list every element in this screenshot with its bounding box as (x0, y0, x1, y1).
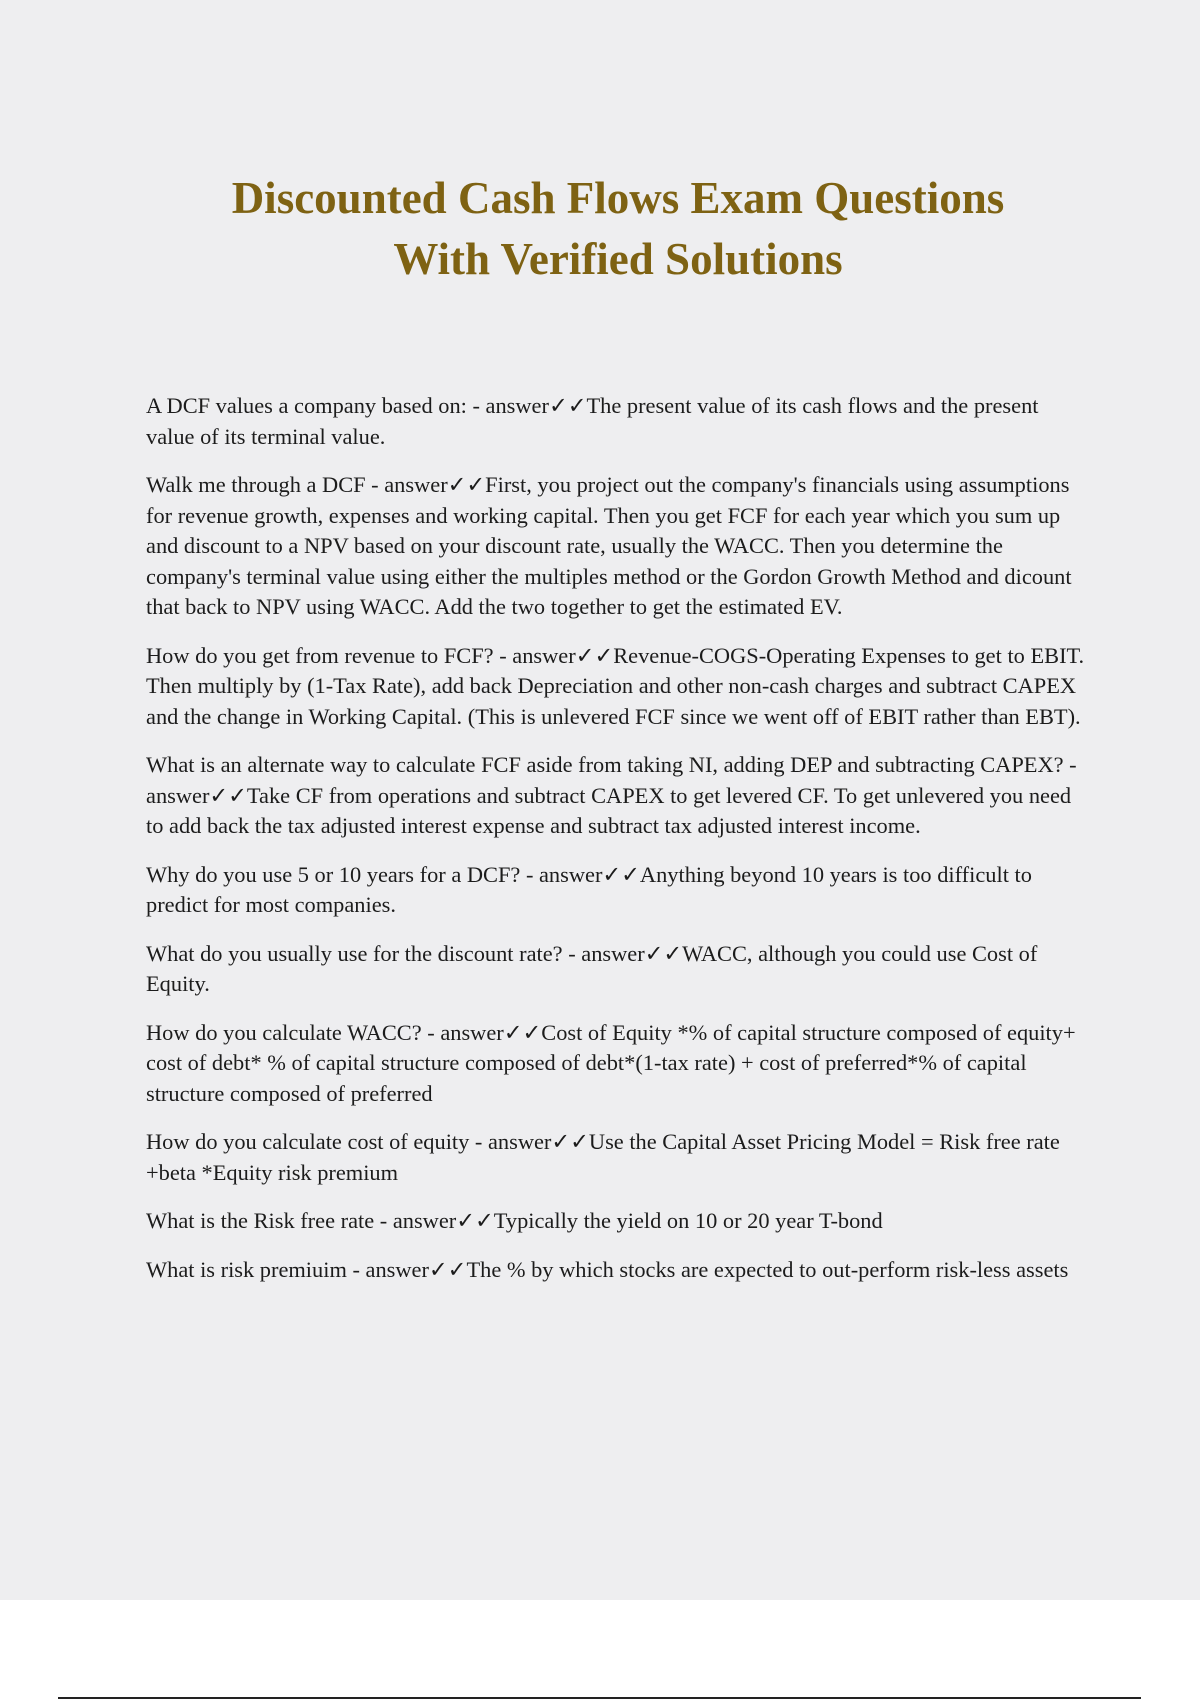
qa-item-9: What is the Risk free rate - answer✓✓Typically the yield on 10 or 20 year T-bond (146, 1208, 883, 1233)
qa-item-8: How do you calculate cost of equity - answer✓✓Use the Capital Asset Pricing Model = Risk free rate +beta *Equity risk premium (146, 1129, 1060, 1185)
document-title (0, 168, 1200, 290)
qa-item-6: What do you usually use for the discount rate? - answer✓✓WACC, although you could use Cost of Equity. (146, 940, 1038, 996)
qa-item-4: What is an alternate way to calculate FCF aside from taking NI, adding DEP and subtracting CAPEX? - answer✓✓Take CF from operations and subtract CAPEX to get levered CF. To get unlevered you need to add back the tax adjusted interest expense and subtract tax adjusted interest income. (146, 752, 1077, 838)
qa-item-3: How do you get from revenue to FCF? - answer✓✓Revenue-COGS-Operating Expenses to get to EBIT. Then multiply by (1-Tax Rate), add back Depreciation and other non-cash charges and subtract CAPEX and the change in Working Capital. (This is unlevered FCF since we went off of EBIT rather than EBT). (146, 642, 1085, 729)
qa-item-2: Walk me through a DCF - answer✓✓First, you project out the company's financials using assumptions for revenue growth, expenses and working capital. Then you get FCF for each year which you sum up and discount to a NPV based on your discount rate, usually the WACC. Then you determine the company's terminal value using either the multiples method or the Gordon Growth Method and dicount that back to NPV using WACC. Add the two together to get the estimated EV. (146, 472, 1072, 619)
title-line-1: Discounted Cash Flows Exam Questions (231, 173, 1005, 223)
qa-item-5: Why do you use 5 or 10 years for a DCF? - answer✓✓Anything beyond 10 years is too difficult to predict for most companies. (146, 861, 1032, 917)
qa-item-1: A DCF values a company based on: - answer✓✓The present value of its cash flows and the present value of its terminal value. (146, 393, 1039, 449)
question-answer-list (146, 391, 1086, 1303)
qa-item-7: How do you calculate WACC? - answer✓✓Cost of Equity *% of capital structure composed of equity+ cost of debt* % of capital structure composed of debt*(1-tax rate) + cost of preferred*% of capital structure composed of preferred (146, 1019, 1076, 1106)
page-divider (58, 1697, 1141, 1699)
title-line-2: With Verified Solutions (393, 234, 843, 284)
qa-item-10: What is risk premiuim - answer✓✓The % by which stocks are expected to out-perform risk-less assets (146, 1256, 1069, 1282)
